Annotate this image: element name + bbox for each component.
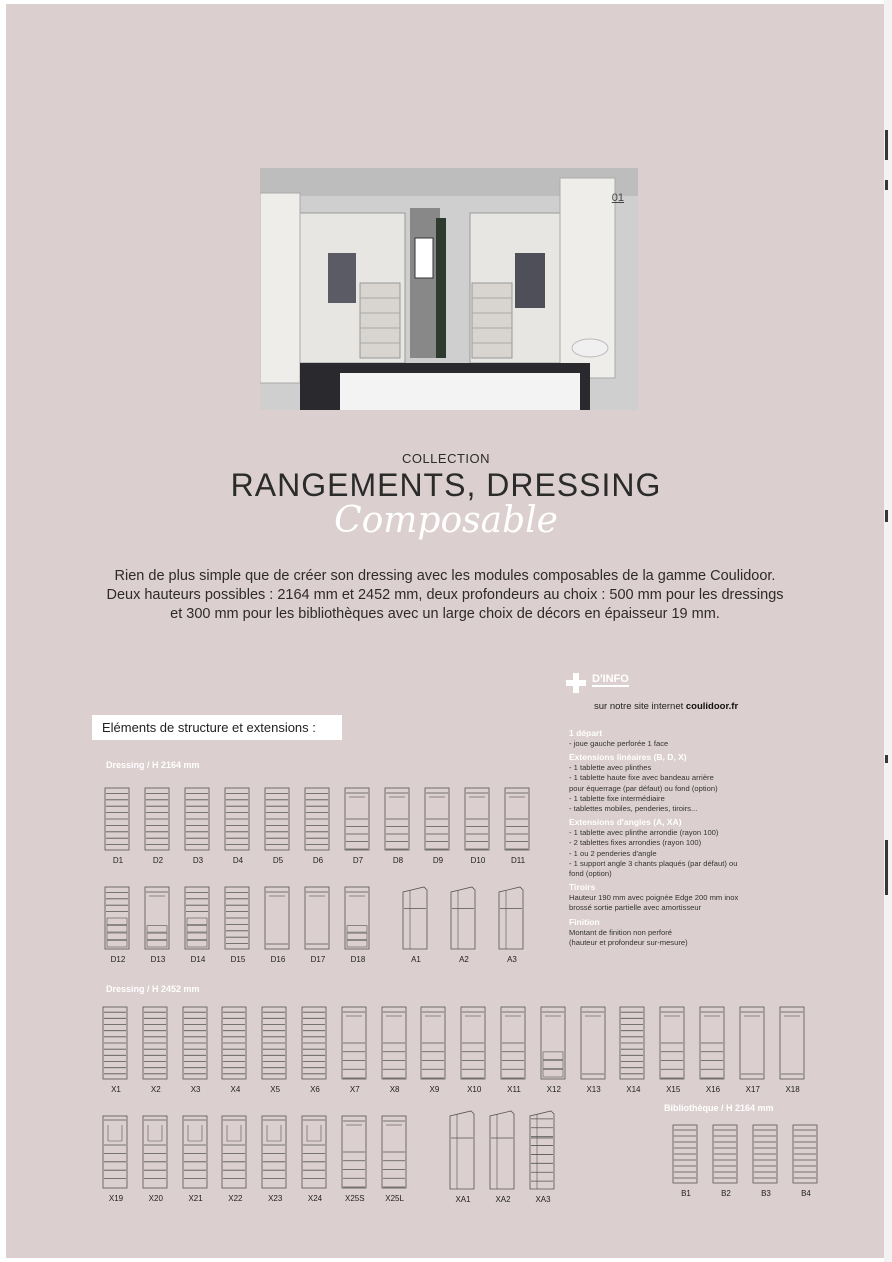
module-label: B3 — [761, 1189, 771, 1198]
module-label: D3 — [192, 856, 204, 865]
module-x15 — [653, 1006, 693, 1094]
module-xa2 — [483, 1110, 523, 1204]
module-x7 — [335, 1006, 375, 1094]
module-label: D14 — [190, 955, 206, 964]
module-label: X17 — [745, 1085, 760, 1094]
info-line: - 1 tablette fixe intermédiaire — [569, 793, 665, 803]
module-d6 — [298, 787, 338, 865]
info-section-heading: Finition — [569, 916, 600, 927]
module-label: X19 — [108, 1194, 124, 1203]
section-bibliotheque: Bibliothèque / H 2164 mm — [664, 1103, 774, 1113]
module-label: X2 — [150, 1085, 161, 1094]
module-x24 — [295, 1115, 335, 1203]
module-label: X20 — [148, 1194, 163, 1203]
module-a2 — [444, 886, 484, 964]
module-label: X22 — [228, 1194, 243, 1203]
module-label: B1 — [681, 1189, 691, 1198]
module-x11 — [494, 1006, 534, 1094]
module-d7 — [338, 787, 378, 865]
module-label: D16 — [270, 955, 286, 964]
module-b2 — [706, 1124, 746, 1198]
module-d13 — [138, 886, 178, 964]
module-label: B4 — [801, 1189, 811, 1198]
module-d5 — [258, 787, 298, 865]
structure-heading: Eléments de structure et extensions : — [92, 715, 342, 740]
module-label: A3 — [507, 955, 517, 964]
module-label: X13 — [586, 1085, 601, 1094]
info-line: - 1 tablette avec plinthes — [569, 763, 652, 773]
module-label: X3 — [190, 1085, 201, 1094]
module-d2 — [138, 787, 178, 865]
module-label: X16 — [705, 1085, 721, 1094]
page-title: RANGEMENTS, DRESSING — [230, 467, 662, 503]
info-line: - joue gauche perforée 1 face — [569, 739, 669, 748]
info-details — [569, 725, 799, 948]
module-x16 — [693, 1006, 733, 1094]
module-xa3 — [523, 1110, 563, 1204]
module-label: X7 — [349, 1085, 360, 1094]
info-line: - tablettes mobiles, penderies, tiroirs... — [569, 804, 698, 814]
module-label: XA3 — [535, 1195, 551, 1204]
module-label: D2 — [152, 856, 164, 865]
info-line: - 1 support angle 3 chants plaqués (par défaut) ou — [569, 858, 738, 868]
module-x25l — [375, 1115, 415, 1203]
module-label: D12 — [110, 955, 126, 964]
module-d8 — [378, 787, 418, 865]
module-label: X24 — [307, 1194, 323, 1203]
module-label: D9 — [432, 856, 444, 865]
module-d1 — [98, 787, 138, 865]
info-line: - 1 tablette avec plinthe arrondie (rayon 100) — [569, 828, 719, 838]
module-label: X5 — [270, 1085, 281, 1094]
module-d9 — [418, 787, 458, 865]
module-x22 — [215, 1115, 255, 1203]
info-line: - 1 tablette haute fixe avec bandeau arrière — [569, 773, 714, 783]
module-d17 — [298, 886, 338, 964]
module-x9 — [414, 1006, 454, 1094]
module-x2 — [136, 1006, 176, 1094]
module-x5 — [255, 1006, 295, 1094]
module-label: D7 — [352, 856, 364, 865]
module-x6 — [295, 1006, 335, 1094]
module-d3 — [178, 787, 218, 865]
intro-text — [60, 567, 830, 624]
module-x20 — [136, 1115, 176, 1203]
module-label: X11 — [507, 1085, 521, 1094]
module-a1 — [396, 886, 436, 964]
module-x4 — [215, 1006, 255, 1094]
page-edge — [884, 0, 892, 1262]
plus-icon — [566, 673, 586, 693]
info-section-heading: Extensions d'angles (A, XA) — [569, 817, 682, 828]
module-label: X6 — [310, 1085, 320, 1094]
module-label: D1 — [112, 856, 124, 865]
module-d15 — [218, 886, 258, 964]
module-label: B2 — [721, 1189, 731, 1198]
module-label: D11 — [510, 856, 526, 865]
module-label: X23 — [268, 1194, 283, 1203]
module-d16 — [258, 886, 298, 964]
module-x23 — [255, 1115, 295, 1203]
info-line: (hauteur et profondeur sur-mesure) — [569, 937, 688, 947]
module-x10 — [454, 1006, 494, 1094]
script-subtitle: Composable — [334, 500, 558, 541]
photo-number: 01 — [611, 192, 624, 204]
module-b1 — [666, 1124, 706, 1198]
info-line: brossé sortie partielle avec amortisseur — [569, 903, 702, 913]
module-label: D18 — [350, 955, 366, 964]
module-label: X8 — [389, 1085, 400, 1094]
module-x19 — [96, 1115, 136, 1203]
info-line: pour équerrage (par défaut) ou fond (option) — [569, 783, 718, 793]
module-label: X14 — [626, 1085, 641, 1094]
module-d14 — [178, 886, 218, 964]
module-label: X1 — [111, 1085, 121, 1094]
website-link[interactable]: coulidoor.fr — [685, 701, 739, 712]
module-label: X21 — [188, 1194, 203, 1203]
module-d12 — [98, 886, 138, 964]
module-label: D5 — [272, 856, 284, 865]
module-label: X18 — [785, 1085, 800, 1094]
module-label: D17 — [310, 955, 326, 964]
module-x8 — [375, 1006, 415, 1094]
section-dressing-2452: Dressing / H 2452 mm — [106, 984, 200, 994]
module-d11 — [498, 787, 538, 865]
section-dressing-2164: Dressing / H 2164 mm — [106, 760, 200, 770]
module-label: XA1 — [455, 1195, 471, 1204]
module-a3 — [492, 886, 532, 964]
module-x3 — [176, 1006, 216, 1094]
info-section-heading: Tiroirs — [569, 882, 596, 893]
module-label: D13 — [150, 955, 166, 964]
module-d10 — [458, 787, 498, 865]
info-line: Hauteur 190 mm avec poignée Edge 200 mm inox — [569, 893, 739, 903]
module-label: D15 — [230, 955, 246, 964]
module-label: X25L — [385, 1194, 404, 1203]
collection-label: COLLECTION — [401, 451, 491, 466]
module-label: A1 — [411, 955, 421, 964]
module-xa1 — [443, 1110, 483, 1204]
module-label: D10 — [470, 856, 486, 865]
info-section-heading: 1 départ — [569, 728, 603, 738]
module-x13 — [574, 1006, 614, 1094]
module-label: X9 — [429, 1085, 440, 1094]
info-section-heading: Extensions linéaires (B, D, X) — [569, 752, 687, 763]
module-label: X15 — [666, 1085, 681, 1094]
info-badge-label: D'INFO — [592, 673, 629, 685]
module-label: A2 — [459, 955, 469, 964]
module-label: X12 — [546, 1085, 561, 1094]
module-b4 — [786, 1124, 826, 1198]
module-label: XA2 — [495, 1195, 511, 1204]
info-website — [594, 701, 738, 712]
module-x18 — [773, 1006, 813, 1094]
info-line: - 2 tablettes fixes arrondies (rayon 100) — [569, 838, 702, 848]
module-b3 — [746, 1124, 786, 1198]
intro-line: Deux hauteurs possibles : 2164 mm et 2452 mm, deux profondeurs au choix : 500 mm pour les dressings — [106, 587, 784, 603]
module-label: X25S — [345, 1194, 365, 1203]
module-x25s — [335, 1115, 375, 1203]
module-label: X10 — [467, 1085, 482, 1094]
info-line: Montant de finition non perforé — [569, 927, 673, 937]
module-label: X4 — [230, 1085, 241, 1094]
module-x12 — [534, 1006, 574, 1094]
info-site-prefix: sur notre site internet — [594, 701, 686, 712]
module-x14 — [613, 1006, 653, 1094]
dressing-photo — [260, 168, 638, 410]
intro-line: Rien de plus simple que de créer son dressing avec les modules composables de la gamme Coulidoor. — [114, 568, 776, 584]
module-d18 — [338, 886, 378, 964]
info-line: fond (option) — [569, 869, 612, 879]
intro-line: et 300 mm pour les bibliothèques avec un large choix de décors en épaisseur 19 mm. — [170, 606, 720, 622]
module-label: D6 — [312, 856, 324, 865]
module-x1 — [96, 1006, 136, 1094]
module-label: D4 — [232, 856, 244, 865]
module-label: D8 — [392, 856, 404, 865]
module-x21 — [176, 1115, 216, 1203]
info-line: - 1 ou 2 penderies d'angle — [569, 848, 657, 858]
module-d4 — [218, 787, 258, 865]
module-x17 — [733, 1006, 773, 1094]
